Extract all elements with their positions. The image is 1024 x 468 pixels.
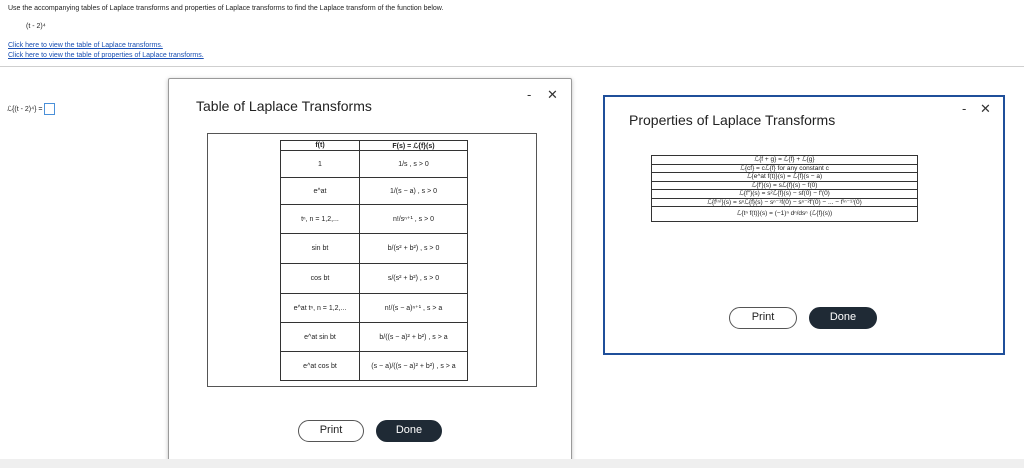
bottom-bar — [0, 459, 1024, 468]
property-row: ℒ{cf} = cℒ{f} for any constant c — [652, 165, 917, 174]
laplace-table — [280, 140, 468, 381]
close-icon[interactable]: ✕ — [980, 101, 991, 116]
close-icon[interactable]: ✕ — [547, 87, 558, 102]
header-f: f(t) — [281, 141, 360, 151]
print-button[interactable]: Print — [298, 420, 364, 442]
table-cell-f: sin bt — [281, 234, 360, 264]
print-button[interactable]: Print — [729, 307, 797, 329]
question-prompt: Use the accompanying tables of Laplace transforms and properties of Laplace transforms to find the Laplace transform of the function below. — [8, 5, 444, 12]
divider — [0, 66, 1024, 67]
laplace-table-frame — [207, 133, 537, 387]
table-cell-f: 1 — [281, 151, 360, 178]
property-row: ℒ{e^at f(t)}(s) = ℒ{f}(s − a) — [652, 173, 917, 182]
answer-label: ℒ{(t - 2)⁴} = — [7, 106, 43, 113]
laplace-window-title: Table of Laplace Transforms — [196, 98, 372, 114]
properties-table — [651, 155, 918, 222]
properties-window-title: Properties of Laplace Transforms — [629, 112, 836, 128]
function-expression: (t - 2)⁴ — [26, 23, 46, 30]
laplace-table-window — [168, 78, 572, 468]
property-row: ℒ{tⁿ f(t)}(s) = (−1)ⁿ dⁿ/dsⁿ (ℒ{f}(s)) — [736, 210, 833, 217]
table-cell-F: b/((s − a)² + b²) , s > a — [360, 323, 468, 352]
table-cell-F: s/(s² + b²) , s > 0 — [360, 264, 468, 294]
property-row: ℒ{f″}(s) = s²ℒ{f}(s) − sf(0) − f′(0) — [652, 190, 917, 199]
header-F: F(s) = ℒ{f}(s) — [360, 141, 468, 151]
table-cell-F: 1/s , s > 0 — [360, 151, 468, 178]
table-cell-f: tⁿ, n = 1,2,... — [281, 205, 360, 234]
done-button[interactable]: Done — [376, 420, 442, 442]
property-row: ℒ{f + g} = ℒ{f} + ℒ{g} — [652, 156, 917, 165]
table-cell-F: n!/sⁿ⁺¹ , s > 0 — [360, 205, 468, 234]
property-row: ℒ{f′}(s) = sℒ{f}(s) − f(0) — [652, 182, 917, 191]
table-cell-f: e^at sin bt — [281, 323, 360, 352]
answer-input[interactable] — [44, 103, 55, 115]
done-button[interactable]: Done — [809, 307, 877, 329]
property-row: ℒ{f⁽ⁿ⁾}(s) = sⁿℒ{f}(s) − sⁿ⁻¹f(0) − sⁿ⁻²f′(0) − ... − f⁽ⁿ⁻¹⁾(0) — [652, 199, 917, 208]
answer-row — [7, 103, 55, 115]
table-cell-F: 1/(s − a) , s > 0 — [360, 178, 468, 205]
table-cell-f: cos bt — [281, 264, 360, 294]
table-cell-F: b/(s² + b²) , s > 0 — [360, 234, 468, 264]
table-cell-F: (s − a)/((s − a)² + b²) , s > a — [360, 352, 468, 381]
table-cell-F: n!/(s − a)ⁿ⁺¹ , s > a — [360, 294, 468, 323]
minimize-icon[interactable]: - — [962, 101, 967, 116]
properties-window-frame — [603, 95, 1005, 355]
table-cell-f: e^at cos bt — [281, 352, 360, 381]
laplace-table-link[interactable]: Click here to view the table of Laplace transforms. — [8, 42, 163, 49]
table-cell-f: e^at — [281, 178, 360, 205]
table-cell-f: e^at tⁿ, n = 1,2,... — [281, 294, 360, 323]
minimize-icon[interactable]: - — [527, 87, 532, 102]
laplace-properties-link[interactable]: Click here to view the table of properties of Laplace transforms. — [8, 52, 204, 59]
